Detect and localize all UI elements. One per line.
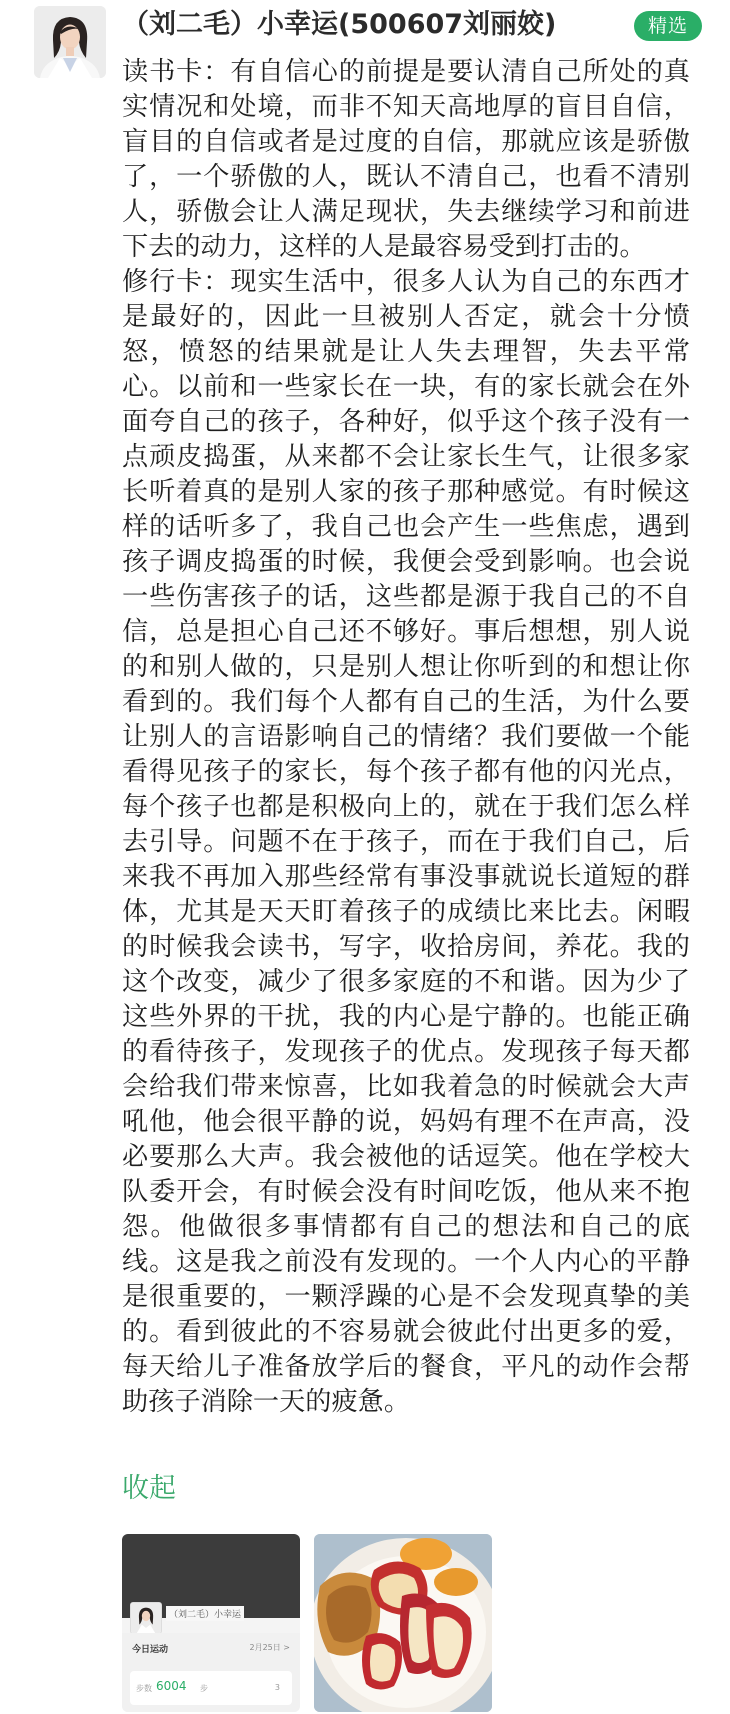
- mini-avatar-icon: [131, 1603, 161, 1633]
- steps-screenshot-thumbnail[interactable]: [122, 1534, 300, 1712]
- post-content: [122, 55, 690, 1420]
- steps-unit: 步: [200, 1684, 208, 1693]
- author-avatar[interactable]: [34, 6, 106, 78]
- steps-rank: 3: [274, 1683, 280, 1692]
- apple-slices-icon: [314, 1534, 492, 1712]
- practice-card-paragraph: 修行卡：现实生活中，很多人认为自己的东西才是最好的，因此一旦被别人否定，就会十分愤怒，愤怒的结果就是让人失去理智，失去平常心。以前和一些家长在一块，有的家长就会在外面夸自己的孩子，各种好，似乎这个孩子没有一点顽皮捣蛋，从来都不会让家长生气，让很多家长听着真的是别人家的孩子那种感觉。有时候这样的话听多了，我自己也会产生一些焦虑，遇到孩子调皮捣蛋的时候，我便会受到影响。也会说一些伤害孩子的话，这些都是源于我自己的不自信，总是担心自己还不够好。事后想想，别人说的和别人做的，只是别人想让你听到的和想让你看到的。我们每个人都有自己的生活，为什么要让别人的言语影响自己的情绪？我们要做一个能看得见孩子的家长，每个孩子都有他的闪光点，每个孩子也都是积极向上的，就在于我们怎么样去引导。问题不在于孩子，而在于我们自己，后来我不再加入那些经常有事没事就说长道短的群体，尤其是天天盯着孩子的成绩比来比去。闲暇的时候我会读书，写字，收拾房间，养花。我的这个改变，减少了很多家庭的不和谐。因为少了这些外界的干扰，我的内心是宁静的。也能正确的看待孩子，发现孩子的优点。发现孩子每天都会给我们带来惊喜，比如我着急的时候就会大声吼他，他会很平静的说，妈妈有理不在声高，没必要那么大声。我会被他的话逗笑。他在学校大队委开会，有时候会没有时间吃饭，他从来不抱怨。他做很多事情都有自己的想法和自己的底线。这是我之前没有发现的。一个人内心的平静是很重要的，一颗浮躁的心是不会发现真挚的美的。看到彼此的不容易就会彼此付出更多的爱，每天给儿子准备放学后的餐食，平凡的动作会帮助孩子消除一天的疲惫。: [122, 267, 690, 1417]
- steps-today-label: 今日运动: [132, 1645, 169, 1655]
- steps-value: 6004: [156, 1679, 187, 1693]
- food-photo-thumbnail[interactable]: [314, 1534, 492, 1712]
- author-name[interactable]: （刘二毛）小幸运(500607刘丽姣): [122, 9, 557, 40]
- featured-badge: 精选: [634, 11, 702, 41]
- steps-user-avatar: [130, 1602, 162, 1634]
- avatar-portrait-icon: [34, 6, 106, 78]
- collapse-button[interactable]: 收起: [122, 1473, 176, 1504]
- image-grid: [122, 1534, 622, 1714]
- steps-label: 步数: [136, 1684, 152, 1693]
- steps-card: [122, 1633, 300, 1712]
- reading-card-paragraph: 读书卡：有自信心的前提是要认清自己所处的真实情况和处境，而非不知天高地厚的盲目自信，盲目的自信或者是过度的自信，那就应该是骄傲了，一个骄傲的人，既认不清自己，也看不清别人，骄傲会让人满足现状，失去继续学习和前进下去的动力，这样的人是最容易受到打击的。: [122, 57, 690, 262]
- steps-row: [130, 1671, 292, 1705]
- steps-user-name: （刘二毛）小幸运: [166, 1606, 244, 1621]
- steps-date: 2月25日 >: [249, 1643, 290, 1652]
